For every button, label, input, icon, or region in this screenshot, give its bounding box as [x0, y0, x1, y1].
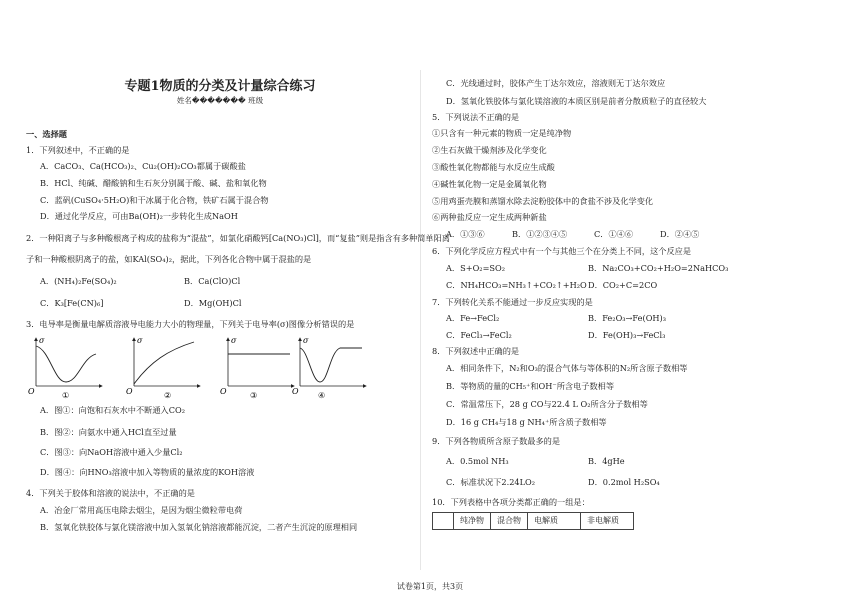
graph-label-1: ①	[62, 391, 70, 400]
q5-item-5: ⑤用鸡蛋壳膜和蒸馏水除去淀粉胶体中的食盐不涉及化学变化	[432, 196, 654, 206]
q2-option-a: A．(NH₄)₂Fe(SO₄)₂	[40, 276, 117, 286]
q1-option-b: B．HCl、纯碱、醋酸钠和生石灰分别属于酸、碱、盐和氧化物	[40, 178, 267, 188]
q5-item-6: ⑥两种盐反应一定生成两种新盐	[432, 212, 547, 222]
paper-title: 专题1物质的分类及计量综合练习	[124, 79, 316, 94]
q3-conductivity-graphs	[28, 332, 408, 402]
q3-stem: 3．电导率是衡量电解质溶液导电能力大小的物理量，下列关于电导率(σ)图像分析错误的是	[26, 319, 355, 329]
q4-option-a: A．冶金厂常用高压电除去烟尘，是因为烟尘微粒带电荷	[40, 505, 243, 515]
q5-item-1: ①只含有一种元素的物质一定是纯净物	[432, 128, 572, 138]
q2-option-d: D．Mg(OH)Cl	[184, 298, 242, 308]
graph-2	[126, 336, 200, 400]
table-cell	[433, 513, 454, 530]
q1-option-c: C．蓝矾(CuSO₄·5H₂O)和干冰属于化合物，铁矿石属于混合物	[40, 195, 269, 205]
q6-option-b: B．Na₂CO₃+CO₂+H₂O=2NaHCO₃	[588, 263, 729, 273]
q4-option-d: D．氢氧化铁胶体与氯化镁溶液的本质区别是前者分散质粒子的直径较大	[446, 96, 707, 106]
q5-option-a: A．①③⑥	[446, 229, 485, 239]
q6-option-d: D．CO₂+C=2CO	[588, 280, 658, 290]
q2-stem-line2: 子和一种酸根阴离子的盐，如KAl(SO₄)₂，据此，下列各化合物中属于混盐的是	[26, 254, 312, 264]
graph-label-3: ③	[250, 391, 258, 400]
q9-option-b: B．4gHe	[588, 456, 625, 466]
q5-option-b: B．①②③④⑤	[512, 229, 568, 239]
q3-option-b: B．图②：向氨水中通入HCl直至过量	[40, 427, 177, 437]
table-cell: 非电解质	[581, 513, 634, 530]
origin-label: O	[292, 387, 299, 396]
q9-option-d: D．0.2mol H₂SO₄	[588, 477, 660, 487]
sigma-label: σ	[303, 336, 309, 345]
q6-option-a: A．S+O₂=SO₂	[446, 263, 506, 273]
q6-stem: 6．下列化学反应方程式中有一个与其他三个在分类上不同，这个反应是	[432, 246, 692, 256]
sigma-label: σ	[231, 336, 237, 345]
q2-option-c: C．K₃[Fe(CN)₆]	[40, 298, 104, 308]
q8-option-b: B．等物质的量的CH₅⁺和OH⁻所含电子数相等	[446, 381, 615, 391]
origin-label: O	[126, 387, 133, 396]
q4-option-c: C．光线通过时，胶体产生丁达尔效应，溶液则无丁达尔效应	[446, 78, 666, 88]
table-row	[433, 513, 634, 530]
q5-item-2: ②生石灰做干燥剂涉及化学变化	[432, 145, 547, 155]
q3-option-c: C．图③：向NaOH溶液中通入少量Cl₂	[40, 447, 183, 457]
q3-option-a: A．图①：向饱和石灰水中不断通入CO₂	[40, 405, 185, 415]
q7-option-a: A．Fe→FeCl₂	[446, 313, 500, 323]
q8-stem: 8．下列叙述中正确的是	[432, 346, 520, 356]
q5-item-4: ④碱性氧化物一定是金属氧化物	[432, 179, 547, 189]
q8-option-c: C．常温常压下，28 g CO与22.4 L O₂所含分子数相等	[446, 399, 648, 409]
q5-option-c: C．①④⑥	[594, 229, 634, 239]
q5-stem: 5．下列说法不正确的是	[432, 112, 520, 122]
q8-option-a: A．相同条件下，N₂和O₃的混合气体与等体积的N₂所含原子数相等	[446, 363, 688, 373]
q1-option-d: D．通过化学反应，可由Ba(OH)₂一步转化生成NaOH	[40, 211, 238, 221]
q5-option-d: D．②④⑤	[660, 229, 700, 239]
graph-4	[292, 336, 366, 400]
q4-stem: 4．下列关于胶体和溶液的说法中，不正确的是	[26, 488, 195, 498]
table-cell: 电解质	[528, 513, 581, 530]
table-cell: 混合物	[491, 513, 528, 530]
q1-option-a: A．CaCO₃、Ca(HCO₃)₂、Cu₂(OH)₂CO₃都属于碳酸盐	[40, 161, 246, 171]
origin-label: O	[28, 387, 35, 396]
q9-stem: 9．下列各物质所含原子数最多的是	[432, 436, 561, 446]
q1-stem: 1．下列叙述中，不正确的是	[26, 145, 130, 155]
column-divider	[420, 70, 421, 570]
q4-option-b: B．氢氧化铁胶体与氯化镁溶液中加入氢氧化钠溶液都能沉淀，二者产生沉淀的原理相同	[40, 522, 358, 532]
q3-option-d: D．图④：向HNO₃溶液中加入等物质的量浓度的KOH溶液	[40, 467, 255, 477]
q7-option-b: B．Fe₂O₃→Fe(OH)₃	[588, 313, 667, 323]
q7-stem: 7．下列转化关系不能通过一步反应实现的是	[432, 297, 593, 307]
q5-item-3: ③酸性氧化物都能与水反应生成酸	[432, 162, 555, 172]
q7-option-c: C．FeCl₃→FeCl₂	[446, 330, 512, 340]
name-class-line: 姓名������� 班级	[176, 96, 264, 105]
q6-option-c: C．NH₄HCO₃=NH₃↑+CO₂↑+H₂O	[446, 280, 587, 290]
graph-label-2: ②	[164, 391, 172, 400]
graph-label-4: ④	[318, 391, 326, 400]
sigma-label: σ	[137, 336, 143, 345]
q10-table	[432, 512, 634, 530]
sigma-label: σ	[39, 336, 45, 345]
graph-1	[28, 336, 102, 400]
q9-option-c: C．标准状况下2.24LO₂	[446, 477, 536, 487]
q10-stem: 10．下列表格中各项分类都正确的一组是：	[432, 497, 590, 507]
page-footer: 试卷第1页，共3页	[396, 582, 464, 591]
graph-3	[220, 336, 294, 400]
q2-stem-line1: 2．一种阳离子与多种酸根离子构成的盐称为“混盐”，如氯化硝酸钙[Ca(NO₃)Cl]，而“复盐”则是指含有多种简单阳离	[26, 233, 450, 243]
q9-option-a: A．0.5mol NH₃	[446, 456, 509, 466]
section-heading: 一、选择题	[26, 129, 67, 139]
origin-label: O	[220, 387, 227, 396]
q8-option-d: D．16 g CH₄与18 g NH₄⁺所含质子数相等	[446, 417, 607, 427]
table-cell: 纯净物	[454, 513, 491, 530]
q2-option-b: B．Ca(ClO)Cl	[184, 276, 241, 286]
q7-option-d: D．Fe(OH)₃→FeCl₃	[588, 330, 666, 340]
